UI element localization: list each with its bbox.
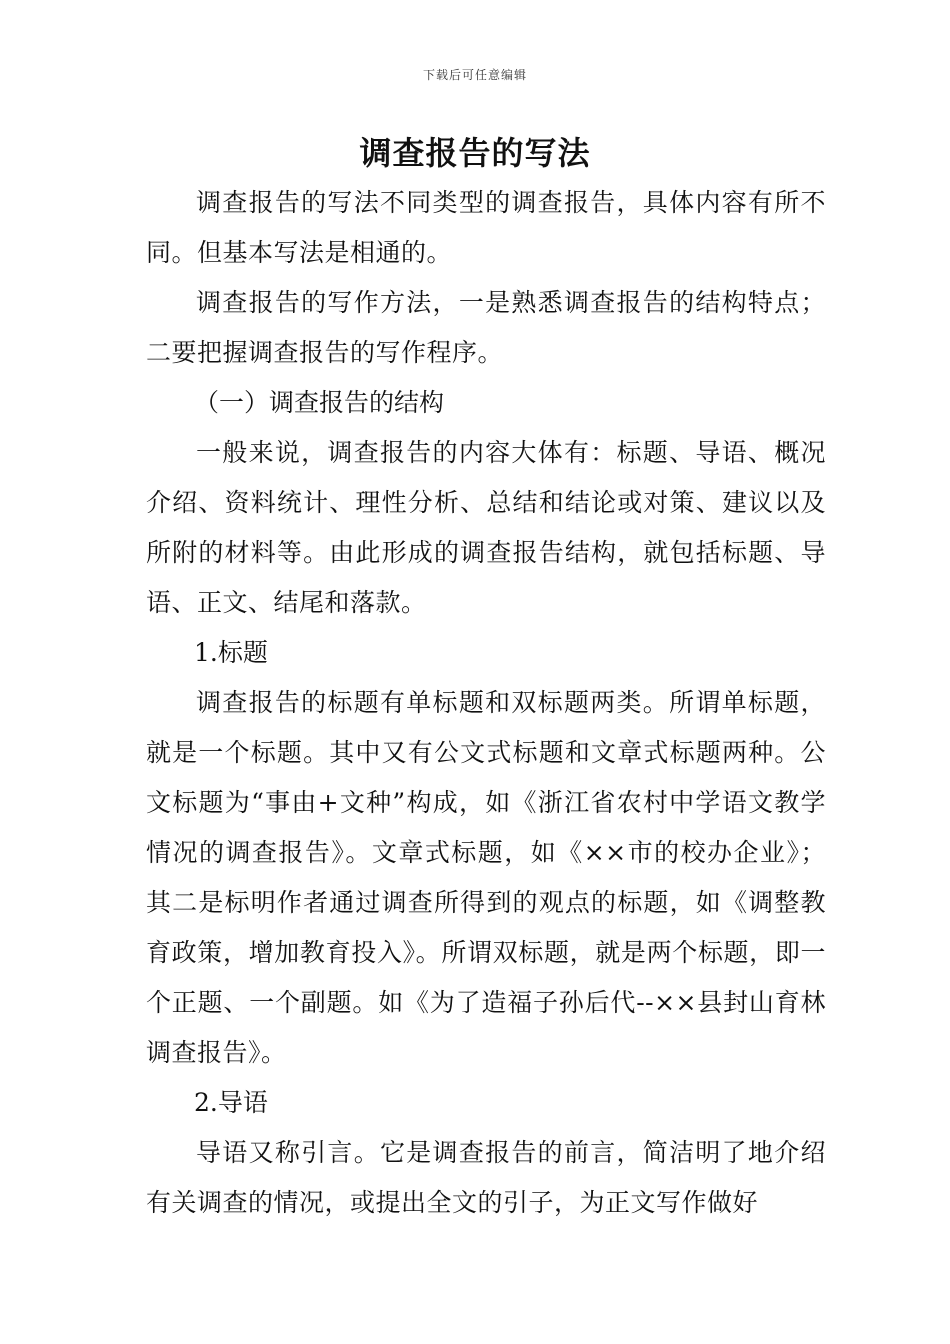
- section-heading-structure: （一）调查报告的结构: [194, 388, 445, 417]
- paragraph-intro: 调查报告的写法不同类型的调查报告，具体内容有所不同。但基本写法是相通的。: [146, 188, 826, 267]
- section-heading-title: 1.标题: [194, 638, 268, 667]
- document-title: 调查报告的写法: [359, 134, 591, 172]
- paragraph-method: 调查报告的写作方法，一是熟悉调查报告的结构特点；二要把握调查报告的写作程序。: [146, 288, 826, 367]
- header-note: 下载后可任意编辑: [422, 68, 527, 82]
- paragraph-title: 调查报告的标题有单标题和双标题两类。所谓单标题，就是一个标题。其中又有公文式标题和文章式标题两种。公文标题为“事由+文种”构成，如《浙江省农村中学语文教学情况的调查报告》。文章式标题，如《××市的校办企业》；其二是标明作者通过调查所得到的观点的标题，如《调整教育政策，增加教育投入》。所谓双标题，就是两个标题，即一个正题、一个副题。如《为了造福子孙后代--××县封山育林调查报告》。: [146, 688, 826, 1067]
- section-heading-lead: 2.导语: [194, 1088, 268, 1117]
- paragraph-lead: 导语又称引言。它是调查报告的前言，简洁明了地介绍有关调查的情况，或提出全文的引子，为正文写作做好: [146, 1138, 826, 1217]
- document-body: [146, 178, 826, 1228]
- paragraph-structure: 一般来说，调查报告的内容大体有：标题、导语、概况介绍、资料统计、理性分析、总结和结论或对策、建议以及所附的材料等。由此形成的调查报告结构，就包括标题、导语、正文、结尾和落款。: [146, 438, 826, 617]
